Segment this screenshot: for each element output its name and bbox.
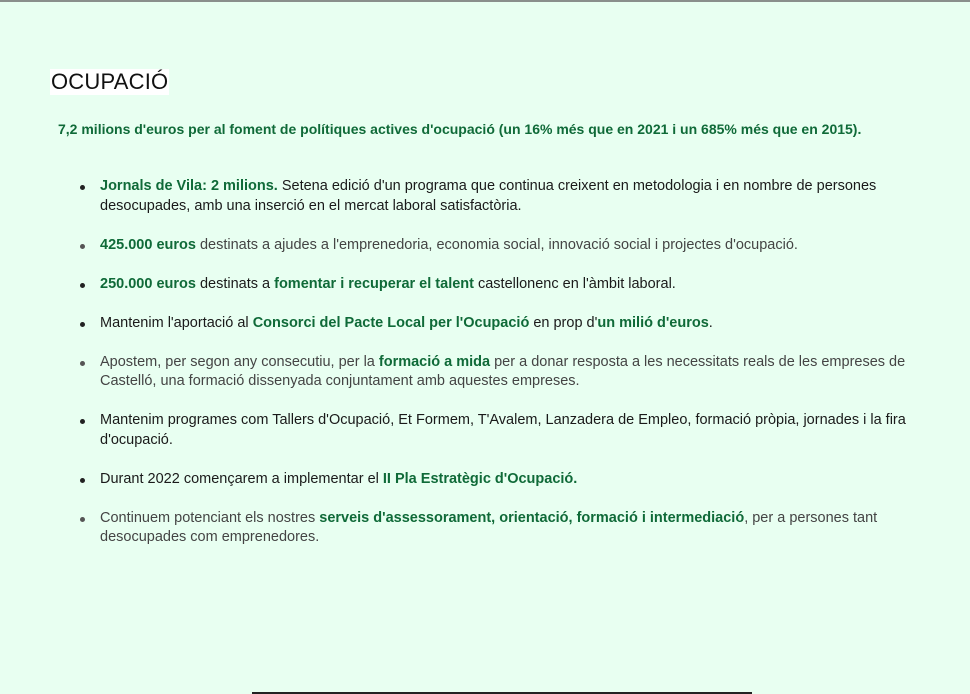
body-text: castellonenc en l'àmbit laboral. [473,275,676,292]
highlight-text: Jornals de Vila: 2 milions. [100,178,278,194]
body-text: destinats a [195,275,275,292]
body-text: Apostem, per segon any consecutiu, per la [100,353,379,370]
highlight-text: 425.000 euros [100,236,196,253]
list-item [58,275,908,295]
list-item [58,470,908,490]
highlight-text: 250.000 euros [100,275,196,292]
list-item [58,236,908,256]
body-text: , per a persones tant desocupades com emprenedores. [100,509,878,545]
body-text: Continuem potenciant els nostres [100,509,320,526]
lead-paragraph: 7,2 milions d'euros per al foment de polítiques actives d'ocupació (un 16% més que en 2021 i un 685% més que en 2015). [58,121,862,137]
list-item [58,353,908,392]
measures-list [58,177,908,567]
body-text: en prop d' [529,314,598,331]
body-text: destinats a ajudes a l'emprenedoria, economia social, innovació social i projectes d'ocupació. [195,236,798,253]
highlight-text: un milió d'euros [597,314,709,331]
body-text: Mantenim programes com Tallers d'Ocupació, Et Formem, T'Avalem, Lanzadera de Empleo, formació pròpia, jornades i la fira d'ocupació. [100,412,906,448]
list-item [58,177,908,216]
page-title: OCUPACIÓ [51,69,169,94]
list-item [58,509,908,548]
list-item [58,411,908,450]
highlight-text: serveis d'assessorament, orientació, formació i intermediació [319,509,745,526]
body-text: per a donar resposta a les necessitats reals de les empreses de Castelló, una formació dissenyada conjuntament amb aquestes empreses. [100,353,906,389]
body-text: Durant 2022 començarem a implementar el [100,470,383,487]
highlight-text: Consorci del Pacte Local per l'Ocupació [252,314,530,331]
body-text: . [708,314,713,331]
list-item [58,314,908,334]
body-text: Setena edició d'un programa que continua creixent en metodologia i en nombre de persones desocupades, amb una inserció en el mercat laboral satisfactòria. [100,178,877,214]
highlight-text: II Pla Estratègic d'Ocupació. [382,470,578,487]
highlight-text: formació a mida [378,353,491,370]
highlight-text: fomentar i recuperar el talent [274,275,474,292]
body-text: Mantenim l'aportació al [100,314,253,331]
